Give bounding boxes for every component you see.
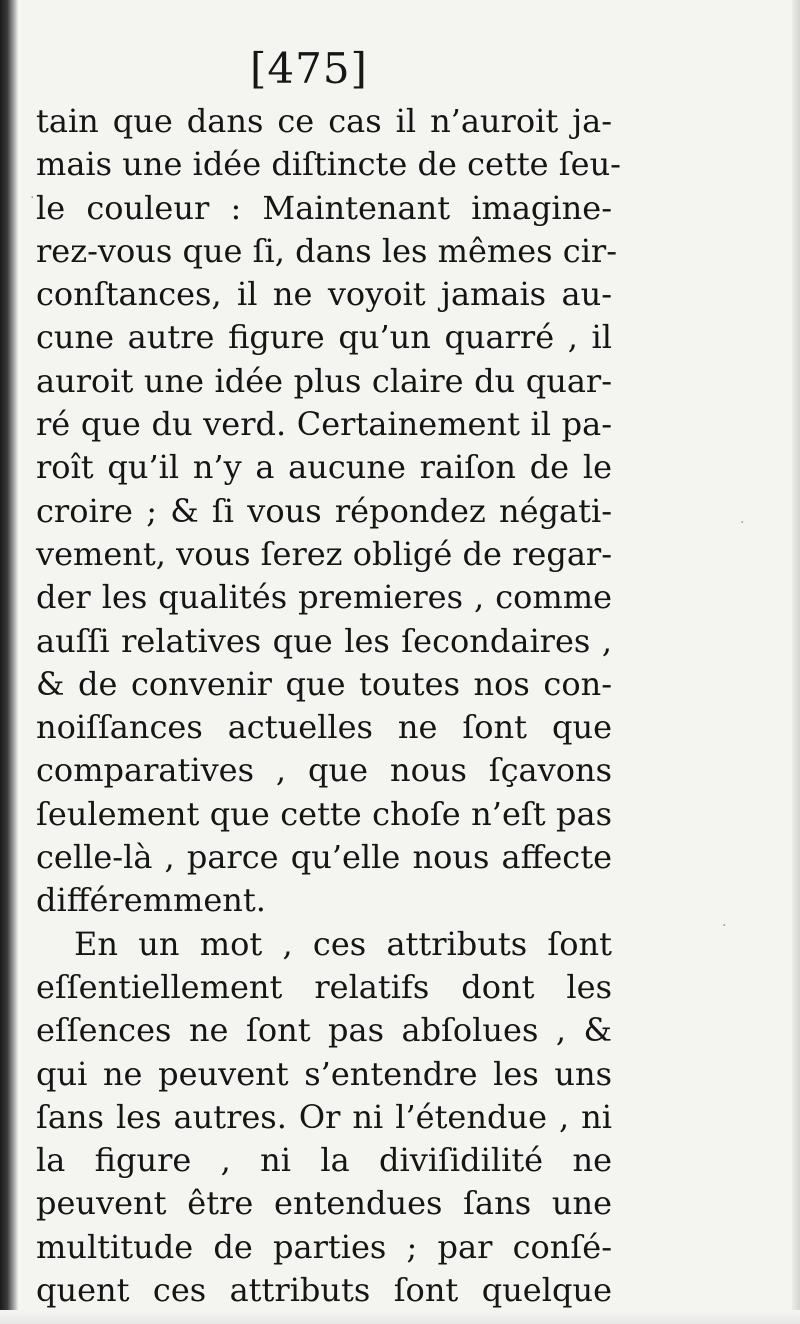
paper-speck: · xyxy=(740,515,745,531)
body-text xyxy=(36,100,621,1312)
text-line: différemment. xyxy=(36,881,266,920)
text-line: le couleur : Maintenant imagine- xyxy=(36,188,612,227)
text-line: multitude de parties ; par conſé- xyxy=(36,1227,612,1266)
text-line: comparatives , que nous ſçavons xyxy=(36,751,612,790)
text-line: eſſences ne ſont pas abſolues , & xyxy=(36,1011,612,1050)
text-line: auſſi relatives que les ſecondaires , xyxy=(36,621,612,660)
text-line: la figure , ni la diviſidilité ne xyxy=(36,1141,612,1180)
text-line: noiſſances actuelles ne ſont que xyxy=(36,708,612,747)
paper-speck: · xyxy=(30,190,35,206)
text-line: & de convenir que toutes nos con- xyxy=(36,664,612,703)
text-line: cune autre figure qu’un quarré , il xyxy=(36,318,612,357)
text-line: ſeulement que cette choſe n’eſt pas xyxy=(36,794,612,833)
text-line: roît qu’il n’y a aucune raiſon de le xyxy=(36,448,612,487)
text-line: En un mot , ces attributs ſont xyxy=(74,924,612,963)
text-line: eſſentiellement relatifs dont les xyxy=(36,967,612,1006)
text-line: croire ; & ſi vous répondez négati- xyxy=(36,491,612,530)
text-line: ré que du verd. Certainement il pa- xyxy=(36,405,612,444)
page-gutter-shadow xyxy=(0,0,18,1324)
page-number: [475] xyxy=(250,44,368,93)
text-line: peuvent être entendues ſans une xyxy=(36,1184,612,1223)
text-line: conſtances, il ne voyoit jamais au- xyxy=(36,275,612,314)
text-line: mais une idée diſtincte de cette ſeu- xyxy=(36,145,621,184)
text-line: celle-là , parce qu’elle nous affecte xyxy=(36,838,612,877)
text-line: ſans les autres. Or ni l’étendue , ni xyxy=(36,1097,612,1136)
text-line: auroit une idée plus claire du quar- xyxy=(36,361,612,400)
text-line: vement, vous ſerez obligé de regar- xyxy=(36,534,613,573)
text-line: rez-vous que ſi, dans les mêmes cir- xyxy=(36,231,618,270)
text-line: tain que dans ce cas il n’auroit ja- xyxy=(36,102,612,140)
page-right-edge xyxy=(792,0,800,1324)
paper-speck: · xyxy=(722,918,727,934)
text-line: quent ces attributs ſont quelque xyxy=(36,1271,612,1310)
text-line: der les qualités premieres , comme xyxy=(36,578,612,617)
text-line: qui ne peuvent s’entendre les uns xyxy=(36,1054,612,1093)
